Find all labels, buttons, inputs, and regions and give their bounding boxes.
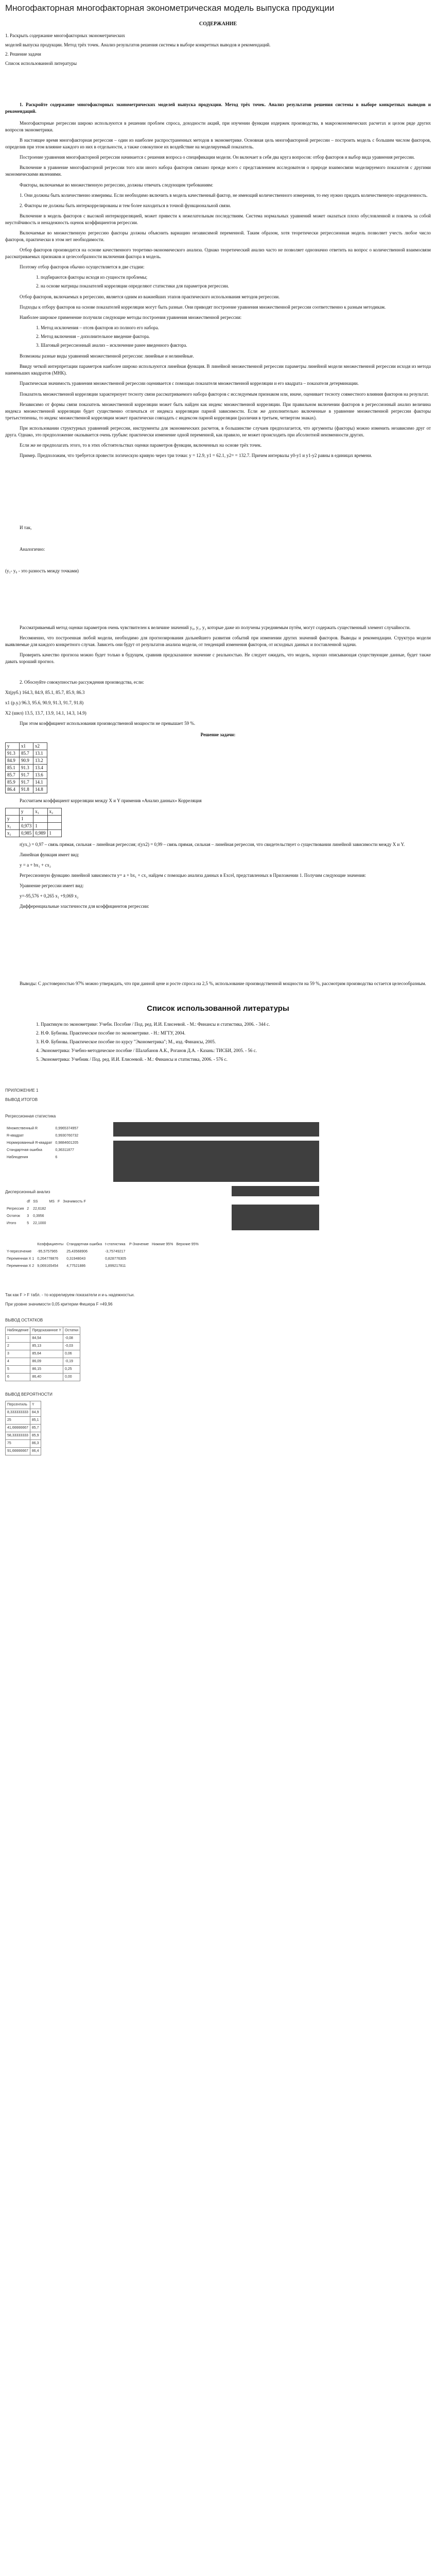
- table-cell: 91.7: [20, 778, 33, 786]
- table-cell: [6, 808, 20, 815]
- task-line: Xt(руб.) 164.3, 84.9, 85.1, 85.7, 85.9, 86.3: [5, 690, 85, 696]
- table-cell: Нижние 95%: [152, 1243, 173, 1247]
- literature-item: 2. Н.Ф. Бубнова. Практическое пособие по эконометрике. - Н.: МГТУ, 2004.: [36, 1030, 186, 1036]
- toc-item: моделей выпуска продукции. Метод трёх точек. Анализ результатов решения системы в выборе конкретных выводов и рекомендаций.: [5, 42, 271, 47]
- table-row: [5, 1154, 80, 1161]
- literature-item: 3. Н.Ф. Бубнова. Практическое пособие по курсу "Эконометрика"; М., изд. Финансы, 2005.: [36, 1039, 216, 1045]
- table-cell: 91.3: [6, 750, 20, 757]
- coef-table: [5, 1241, 200, 1270]
- table-cell: -0,19: [63, 1358, 80, 1366]
- table-cell: [33, 815, 47, 822]
- table-row: [6, 764, 47, 771]
- literature-item: 5. Эконометрика: Учебник / Под. ред. И.И. Елисеевой. - М.: Финансы и статистика, 2006. - 576 с.: [36, 1057, 228, 1062]
- anova-table: [5, 1198, 88, 1227]
- table-cell: Y: [30, 1401, 41, 1409]
- paragraph: Если же не предполагать этого, то в этих обстоятельствах оценки параметров функции, включенных на основе трёх точек.: [20, 442, 262, 448]
- paragraph: При использовании структурных уравнений регрессии, инструменты для экономических расчетов, в большинстве случаев предполагается, что аргументы (факторы) можно изменить независимо друг от друга. Однако, это предположение оказывается очень грубым: практически изменение одной переменной, как правило, не может происходить при абсолютной неизменности других.: [5, 425, 431, 437]
- literature-item: 1. Практикум по эконометрике: Учебн. Пособие / Под. ред. И.И. Елисеевой. - М.: Финансы и статистика, 2006. - 344 с.: [36, 1022, 270, 1027]
- table-row: [5, 1206, 88, 1213]
- table-cell: 0,3956: [33, 1214, 44, 1218]
- table-cell: 0,264778876: [37, 1257, 59, 1261]
- paragraph: Линейная функция имеет вид:: [20, 852, 79, 858]
- paragraph: Отбор факторов, включаемых в регрессию, является одним из важнейших этапов практического использования методов регрессии.: [20, 294, 280, 300]
- table-of-contents: [5, 21, 431, 67]
- table-row: [6, 1350, 80, 1358]
- table-cell: 86,09: [30, 1358, 63, 1366]
- paragraph: Регрессионную функцию линейной зависимости y= a + bx₁ + cx₂ найдем с помощью анализа данных в Excel, представленных в Приложении 1. Получим следующие значения:: [20, 873, 366, 878]
- paragraph: y = a + bx₁ + cx₂: [20, 862, 51, 868]
- table-row: [6, 815, 62, 822]
- table-cell: 25: [6, 1416, 30, 1424]
- paragraph: Факторы, включаемые во множественную регрессию, должны отвечать следующим требованиям:: [20, 182, 214, 188]
- paragraph: Включаемые во множественную регрессию факторы должны объяснить вариацию независимой переменной. Таким образом, хотя теоретически регрессионная модель позволяет учесть любое число факторов, практически в этом нет необходимости.: [5, 230, 431, 242]
- table-row: [5, 1125, 80, 1132]
- table-cell: 85,1: [30, 1416, 41, 1424]
- table-cell: 91.3: [20, 764, 33, 771]
- table-cell: 13.1: [33, 750, 47, 757]
- table-row: [6, 742, 47, 750]
- table-row: [6, 1358, 80, 1366]
- table-row: [6, 823, 62, 830]
- table-row: [6, 1424, 41, 1432]
- table-cell: [47, 823, 61, 830]
- table-cell: 0,828776305: [105, 1257, 126, 1261]
- table-cell: Переменная X 2: [7, 1264, 34, 1268]
- table-row: [6, 1343, 80, 1350]
- paragraph: Подходы к отбору факторов на основе показателей корреляции могут быть разные. Они приводят построение уравнения множественной регрессии соответственно к разным методикам.: [20, 304, 386, 310]
- table-row: [5, 1248, 200, 1256]
- solution-heading: Решение задачи:: [200, 732, 236, 737]
- table-cell: 3: [27, 1214, 29, 1218]
- appendix: [5, 1088, 431, 1455]
- table-cell: df: [27, 1199, 30, 1204]
- table-cell: 1: [47, 830, 61, 837]
- formula-line: (y₁- y₀ - это разность между точками): [5, 568, 79, 573]
- table-cell: 86,4: [30, 1447, 41, 1455]
- table-row: [6, 830, 62, 837]
- table-cell: P-Значение: [129, 1243, 149, 1247]
- table-cell: 41,66666667: [6, 1424, 30, 1432]
- stages-list: [5, 274, 431, 290]
- table-cell: 5: [6, 1366, 30, 1374]
- methods-list: [5, 325, 431, 349]
- table-row: [6, 750, 47, 757]
- list-item: 2. на основе матрицы показателей корреляции определяют статистики для параметров регрессии.: [36, 283, 229, 289]
- list-item: 1. Метод исключения – отсев факторов из полного его набора.: [36, 325, 159, 331]
- table-cell: 85,9: [30, 1432, 41, 1439]
- table-row: [5, 1132, 80, 1140]
- table-cell: Персентиль: [6, 1401, 30, 1409]
- paragraph: Практическая значимость уравнения множественной регрессии оценивается с помощью показателя множественной корреляции и его квадрата – показателя детерминации.: [20, 381, 359, 386]
- table-cell: y: [6, 815, 20, 822]
- table-cell: 0,9930760732: [55, 1134, 79, 1138]
- table-cell: 0,31948043: [66, 1257, 86, 1261]
- table-cell: 2: [27, 1207, 29, 1211]
- appendix-note: Так как F > F табл. - то коррелируем показатели и и-ь надежностьи.: [5, 1293, 135, 1298]
- paragraph: r(yx₁) = 0,97 – связь прямая, сильная – линейная регрессия; r(yx2) = 0,99 – связь прямая, сильная – линейная регрессия, что свидетельствует о существовании линейной зависимости между X и Y.: [20, 842, 405, 848]
- paragraph: Ввиду четкой интерпретации параметров наиболее широко используются линейная функция. В линейной множественной регрессии параметры линейной модели множественной регрессии исходя из метода наименьших квадратов (МНК).: [5, 364, 431, 376]
- task-text: При этом коэффициент использования производственной мощности не превышает 59 %.: [20, 721, 196, 726]
- table-cell: 85,64: [30, 1350, 63, 1358]
- table-cell: SS: [33, 1199, 38, 1204]
- table-cell: Нормированный R-квадрат: [7, 1141, 53, 1145]
- table-row: [5, 1140, 80, 1147]
- reg-stat-title: Регрессионная статистика: [5, 1113, 56, 1118]
- paragraph: Включение в уравнение многофакторной регрессии того или иного набора факторов связано прежде всего с представлением исследователя о природе взаимосвязи моделируемого показателя с другими экономическими явлениями.: [5, 165, 431, 177]
- table-cell: 8,333333333: [6, 1409, 30, 1416]
- table-cell: 86,40: [30, 1374, 63, 1381]
- table-row: [6, 1366, 80, 1374]
- table-cell: 4,77521886: [66, 1264, 86, 1268]
- table-row: [6, 778, 47, 786]
- table-cell: [5, 1241, 36, 1248]
- table-cell: 13.6: [33, 771, 47, 778]
- table-row: [6, 1327, 80, 1335]
- probability-table: [5, 1401, 41, 1455]
- table-cell: Верхние 95%: [176, 1243, 199, 1247]
- table-cell: 84,9: [30, 1409, 41, 1416]
- table-cell: x2: [33, 742, 47, 750]
- table-cell: 1: [20, 815, 33, 822]
- table-cell: 0,06: [63, 1350, 80, 1358]
- paragraph: Возможны разные виды уравнений множественной регрессии: линейные и нелинейные.: [20, 353, 194, 359]
- literature-heading: Список использованной литературы: [147, 1004, 289, 1013]
- table-row: [6, 786, 47, 793]
- table-cell: 0,36311877: [55, 1148, 74, 1153]
- paragraph: Проверить качество прогноза можно будет только в будущем, сравнив предсказанное значение с реальностью. Не следует ожидать, что модель, хорошо описывающая существующие данные, будет также давать хороший прогноз.: [5, 652, 431, 665]
- table-row: [5, 1220, 88, 1227]
- formula-line: И так,: [20, 524, 32, 530]
- table-row: [5, 1147, 80, 1154]
- table-row: [6, 1439, 41, 1447]
- toc-item: 2. Решение задачи: [5, 51, 41, 57]
- table-cell: 58,33333333: [6, 1432, 30, 1439]
- table-cell: Итого: [7, 1221, 16, 1225]
- table-row: [6, 1374, 80, 1381]
- table-row: [5, 1263, 200, 1270]
- literature-item: 4. Эконометрика: Учебно-методическое пособие / Шалабанов А.К., Роганов Д.А. - Казань: ТИСБИ, 2005. - 56 с.: [36, 1048, 257, 1054]
- table-cell: Переменная X 1: [7, 1257, 34, 1261]
- small-table-head: ВЫВОД ВЕРОЯТНОСТИ: [5, 1392, 53, 1397]
- table-cell: Остатки: [63, 1327, 80, 1335]
- grey-block: [113, 1141, 319, 1182]
- appendix-label: ПРИЛОЖЕНИЕ 1: [5, 1088, 39, 1093]
- table-row: [5, 1256, 200, 1263]
- table-cell: Стандартная ошибка: [66, 1243, 102, 1247]
- table-cell: y: [6, 742, 20, 750]
- table-cell: 5: [27, 1221, 29, 1225]
- table-cell: 90.9: [20, 757, 33, 764]
- table-cell: 91,66666667: [6, 1447, 30, 1455]
- table-cell: Наблюдения: [7, 1156, 28, 1160]
- formula-line: Аналогично:: [20, 546, 45, 552]
- table-cell: 75: [6, 1439, 30, 1447]
- paragraph: Несомненно, что построенная любой модели, необходимо для прогнозирования дальнейшего развития событий при изменении других значений факторов. Выводы и рекомендации. Структура модели выявляемые для каждого конкретного случая. Зависеть они будут от результатов анализа модели, от тенденций изменения факторов, от исходных данных и поставленной задачи.: [5, 635, 431, 648]
- table-row: [6, 1416, 41, 1424]
- table-row: [6, 1432, 41, 1439]
- paragraph: Поэтому отбор факторов обычно осуществляется в две стадии:: [20, 264, 145, 269]
- appendix-vyvod2: ВЫВОД ОСТАТКОВ: [5, 1318, 43, 1323]
- table-cell: 6: [6, 1374, 30, 1381]
- list-item: 1. подбираются факторы исходя из сущности проблемы;: [36, 274, 148, 280]
- table-cell: 0,9884601205: [55, 1141, 79, 1145]
- table-cell: 85,7: [30, 1424, 41, 1432]
- table-cell: x₁: [6, 823, 20, 830]
- table-cell: R-квадрат: [7, 1134, 24, 1138]
- toc-heading: СОДЕРЖАНИЕ: [199, 21, 237, 27]
- table-cell: 4: [6, 1358, 30, 1366]
- table-cell: Предсказанное Y: [30, 1327, 63, 1335]
- table-cell: 0,25: [63, 1366, 80, 1374]
- table-cell: 85,13: [30, 1343, 63, 1350]
- section1-heading: 1. Раскройте содержание многофакторных эконометрических моделей выпуска продукции. Метод трёх точек. Анализ результатов решения системы в выборе конкретных выводов и рекомендаций.: [5, 102, 431, 114]
- residuals-table: [5, 1327, 80, 1381]
- table-cell: 0,00: [63, 1374, 80, 1381]
- paragraph: Дифференциальные эластичности для коэффициентов регрессии:: [20, 904, 149, 909]
- table-cell: 14.1: [33, 778, 47, 786]
- table-cell: 1,899217811: [105, 1264, 126, 1268]
- table-cell: -95,5757965: [37, 1250, 58, 1254]
- paragraph: Независимо от формы связи показатель множественной корреляции может быть найден как индекс множественной корреляции. При правильном включении факторов в регрессионный анализ величина индекса множественной корреляции будет существенно отличаться от индекса корреляции парной зависимости. Если же дополнительно включенные в уравнение множественной регрессии факторы третьестепенны, то индекс множественной корреляции может практически совпадать с индексом парной корреляции (различия в третьем, четвертом знаках).: [5, 401, 431, 420]
- table-cell: y: [20, 808, 33, 815]
- table-row: [5, 1213, 88, 1220]
- table-cell: Наблюдение: [6, 1327, 30, 1335]
- table-cell: 14.8: [33, 786, 47, 793]
- grey-block: [232, 1205, 319, 1230]
- grey-block: [232, 1186, 319, 1196]
- table-cell: Y-пересечение: [7, 1250, 32, 1254]
- table-cell: 1: [6, 1335, 30, 1343]
- table-cell: [5, 1198, 25, 1206]
- toc-item: 1. Раскрыть содержание многофакторных эконометрических: [5, 32, 125, 38]
- table-row: [6, 1401, 41, 1409]
- paragraph: y=-95,576 + 0,265 x₁ +9,069 x₂: [20, 893, 79, 899]
- paragraph: Рассматриваемый метод оценки параметров очень чувствителен к величине значений y₀, y₁, y₂ которые даже из получены усредняемым путём, могут содержать существенный элемент случайности.: [20, 625, 411, 631]
- task-line: X2 (шил) 13.5, 13.7, 13.9, 14.1, 14.3, 14.9): [5, 710, 86, 716]
- task-line: 2. Обоснуйте совокупностью рассуждения производства, если:: [20, 680, 144, 685]
- table-row: [6, 1335, 80, 1343]
- table-cell: -0,03: [63, 1343, 80, 1350]
- anova-block: [5, 1189, 88, 1230]
- table-cell: 85.9: [6, 778, 20, 786]
- literature-list: [5, 1021, 431, 1063]
- table-cell: 0,989: [33, 830, 47, 837]
- table-cell: Регрессия: [7, 1207, 24, 1211]
- paragraph: Построение уравнения многофакторной регрессии начинается с решения вопроса о спецификации модели. Он включает в себя два круга вопросов: отбор факторов и выбор вида уравнения регрессии.: [20, 155, 415, 160]
- table-row: [6, 1409, 41, 1416]
- paragraph: Уравнение регрессии имеет вид:: [20, 883, 84, 889]
- table-cell: 6: [55, 1156, 58, 1160]
- table-cell: 91.8: [20, 786, 33, 793]
- table-cell: Остаток: [7, 1214, 20, 1218]
- table-cell: 1: [33, 823, 47, 830]
- table-row: [6, 1447, 41, 1455]
- paragraph: Наиболее широкое применение получили следующие методы построения уравнения множественной регрессии:: [20, 315, 242, 320]
- table-cell: 9,069165454: [37, 1264, 59, 1268]
- table-cell: 84.9: [6, 757, 20, 764]
- table-cell: 85.7: [6, 771, 20, 778]
- paragraph: Включение в модель факторов с высокой интеркорреляцией, может привести к нежелательным последствиям. Система нормальных уравнений может оказаться плохо обусловленной и повлечь за собой неустойчивость и ненадежность оценок коэффициентов регрессии.: [5, 213, 431, 225]
- table-cell: Значимость F: [63, 1199, 86, 1204]
- table-cell: 86,15: [30, 1366, 63, 1374]
- conclusion: Выводы: С достоверностью 97% можно утверждать, что при данной цене и росте спроса на 2,5 %, использование производственной мощности на 59 %, рассмотрим производства остается целесообразным.: [20, 981, 426, 987]
- table-cell: x1: [20, 742, 33, 750]
- table-cell: 91.7: [20, 771, 33, 778]
- table-cell: Стандартная ошибка: [7, 1148, 42, 1153]
- table-cell: Коэффициенты: [37, 1243, 64, 1247]
- paragraph: В настоящее время многофакторная регрессия – один из наиболее распространенных методов в эконометрике. Основная цель многофакторной регрессии – построить модель с большим числом факторов, определив при этом влияние каждого из них в отдельности, а также совокупное их воздействие на моделируемый показатель.: [5, 138, 431, 150]
- paragraph: Отбор факторов производится на основе качественного теоретико-экономического анализа. Однако теоретический анализ часто не позволяет однозначно ответить на вопрос о количественной взаимосвязи рассматриваемых признаков и целесообразности включения фактора в модель.: [5, 247, 431, 259]
- table-cell: MS: [49, 1199, 55, 1204]
- table-cell: 22,1000: [33, 1221, 46, 1225]
- table-cell: 13.4: [33, 764, 47, 771]
- paragraph: Показатель множественной корреляции характеризует тесноту связи рассматриваемого набора факторов с исследуемым признаком или, иначе, оценивает тесноту совместного влияния факторов на результат.: [20, 391, 429, 397]
- table-cell: -0,08: [63, 1335, 80, 1343]
- regression-stats: [5, 1122, 324, 1292]
- appendix-vyvod: ВЫВОД ИТОГОВ: [5, 1097, 38, 1103]
- page-title: Многофакторная многофакторная эконометрическая модель выпуска продукции: [5, 3, 335, 13]
- toc-item: Список использованной литературы: [5, 61, 77, 66]
- table-cell: 0,985: [20, 830, 33, 837]
- reg-stat-table: [5, 1125, 80, 1161]
- table-cell: 84,54: [30, 1335, 63, 1343]
- table-cell: x₁: [33, 808, 47, 815]
- table-cell: 0,973: [20, 823, 33, 830]
- task-line: x1 (р.у.) 96.3, 95.6, 90.9, 91.3, 91.7, 91.8): [5, 700, 84, 706]
- list-item: 3. Шаговый регрессионный анализ – исключение ранее введенного фактора.: [36, 343, 187, 348]
- list-item: 2. Метод включения – дополнительное введение фактора.: [36, 334, 150, 340]
- paragraph: Пример. Предположим, что требуется провести логическую кривую через три точки: y = 12.9, y1 = 62.1, y2= = 132.7. Причем интервалы y0-y1 и y1-y2 равны в единицах времени.: [20, 452, 372, 458]
- table-row: [5, 1198, 88, 1206]
- table-cell: 0,9965374957: [55, 1127, 79, 1131]
- table-cell: 86.4: [6, 786, 20, 793]
- table-cell: 3: [6, 1350, 30, 1358]
- table-cell: x₂: [47, 808, 61, 815]
- table-row: [6, 771, 47, 778]
- table-row: [6, 757, 47, 764]
- grey-block: [113, 1122, 319, 1137]
- table-cell: -3,75749217: [105, 1250, 126, 1254]
- requirement-item: 2. Факторы не должны быть интеркоррелированы и тем более находиться в точной функциональной связи.: [20, 202, 231, 208]
- table-cell: 85.1: [6, 764, 20, 771]
- table-cell: 22,6182: [33, 1207, 46, 1211]
- table-cell: t-статистика: [105, 1243, 126, 1247]
- table-cell: 25,43568906: [66, 1250, 88, 1254]
- table-cell: 13.2: [33, 757, 47, 764]
- table-cell: [47, 815, 61, 822]
- data-table: [5, 742, 47, 793]
- requirement-item: 1. Они должны быть количественно измеримы. Если необходимо включить в модель качественный фактор, не имеющий количественного измерения, то ему нужно придать количественную определенность.: [20, 192, 428, 198]
- table-row: [6, 808, 62, 815]
- table-cell: 2: [6, 1343, 30, 1350]
- table-cell: 86,3: [30, 1439, 41, 1447]
- paragraph: Многофакторные регрессии широко используются в решении проблем спроса, доходности акций, при изучении функции издержек производства, в макроэкономических расчетах и целом ряде других вопросов эконометрики.: [5, 121, 431, 133]
- anova-title: Дисперсионный анализ: [5, 1190, 50, 1195]
- paragraph: Рассчитаем коэффициент корреляции между X и Y применив «Анализ данных» Корреляция: [20, 798, 202, 803]
- table-cell: Множественный R: [7, 1127, 38, 1131]
- correlation-table: [5, 808, 62, 837]
- table-cell: x₂: [6, 830, 20, 837]
- table-cell: 85.7: [20, 750, 33, 757]
- appendix-note: При уровне значимости 0,05 критерии Фишера F =49,96: [5, 1301, 113, 1307]
- table-row: [5, 1241, 200, 1248]
- table-cell: F: [57, 1199, 60, 1204]
